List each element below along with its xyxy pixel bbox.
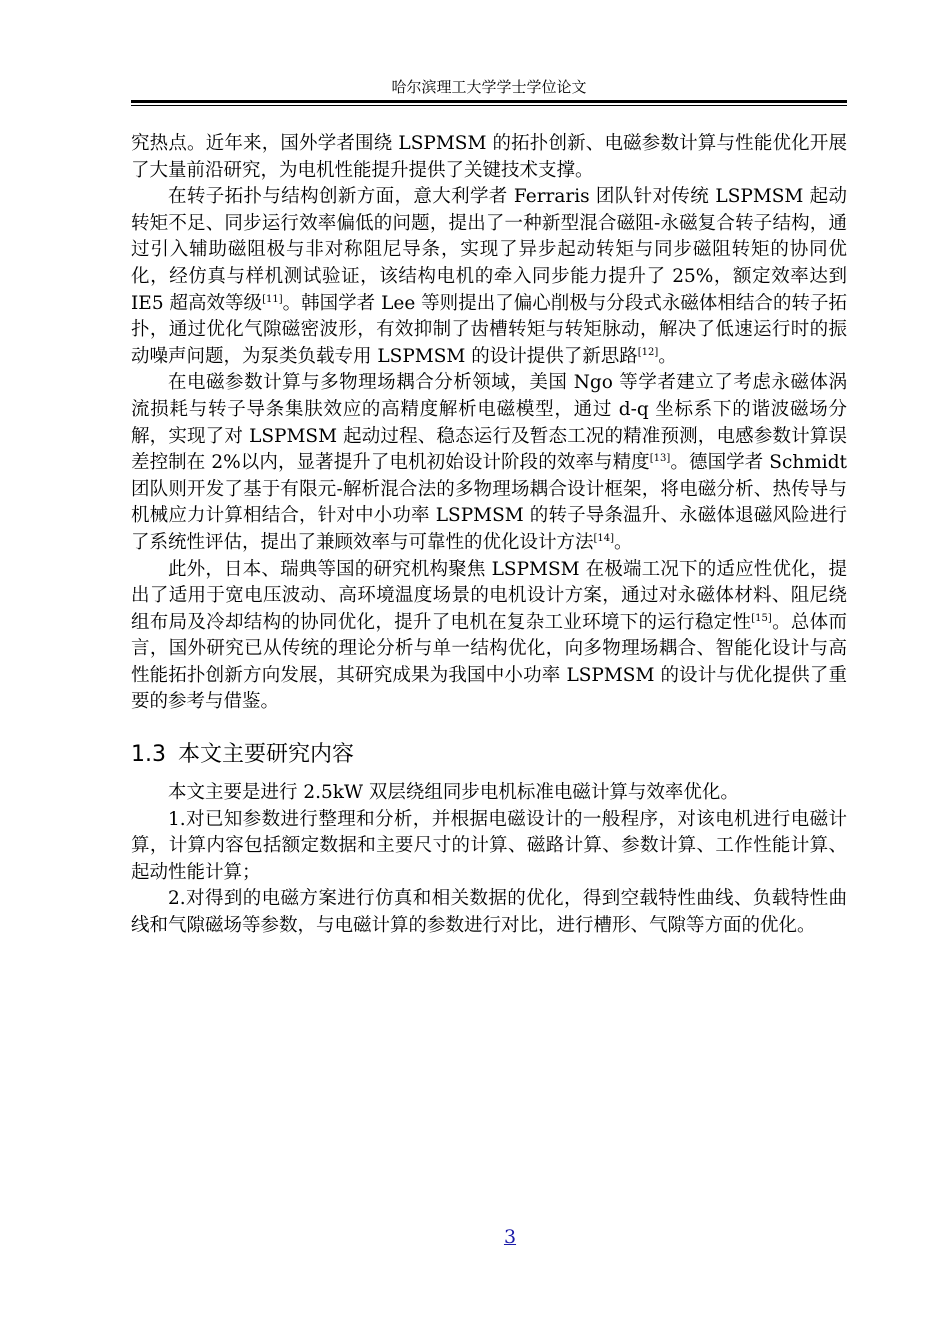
citation-ref[interactable]: [15] [751,612,772,624]
running-header: 哈尔滨理工大学学士学位论文 [391,78,587,96]
header-rule-thin [131,105,847,106]
paragraph [131,370,847,556]
paragraph-text: 究热点。近年来，国外学者围绕 LSPMSM 的拓扑创新、电磁参数计算与性能优化开展了大量前沿研究，为电机性能提升提供了关键技术支撑。 [131,133,847,181]
citation-ref[interactable]: [14] [593,532,615,544]
paragraph-text: 。德国学者 Schmidt 团队则开发了基于有限元-解析混合法的多物理场耦合设计框架，将电磁分析、热传导与机械应力计算相结合，针对中小功率 LSPMSM 的转子导条温升、永磁体退磁风险进行了系统性评估，提出了兼顾效率与可靠性的优化设计方法 [131,452,847,553]
paragraph [131,807,847,887]
paragraph-text: 2.对得到的电磁方案进行仿真和相关数据的优化，得到空载特性曲线、负载特性曲线和气隙磁场等参数，与电磁计算的参数进行对比，进行槽形、气隙等方面的优化。 [131,888,847,937]
paragraph-text: 。总体而言，国外研究已从传统的理论分析与单一结构优化，向多物理场耦合、智能化设计与高性能拓扑创新方向发展，其研究成果为我国中小功率 LSPMSM 的设计与优化提供了重要的参考与借鉴。 [131,611,847,713]
paragraph-text: 1.对已知参数进行整理和分析，并根据电磁设计的一般程序，对该电机进行电磁计算，计算内容包括额定数据和主要尺寸的计算、磁路计算、参数计算、工作性能计算、起动性能计算； [131,808,847,883]
paragraph-text: 本文主要是进行 2.5kW 双层绕组同步电机标准电磁计算与效率优化。 [168,782,739,804]
paragraph [131,886,847,939]
citation-ref[interactable]: [12] [637,346,659,358]
body-text [131,131,847,940]
section-title: 本文主要研究内容 [178,742,355,768]
citation-ref[interactable]: [11] [262,293,283,305]
paragraph-text: 。 [614,531,633,553]
paragraph-text: 。 [658,345,677,367]
paragraph [131,131,847,184]
paragraph-text: 。韩国学者 Lee 等则提出了偏心削极与分段式永磁体相结合的转子拓扑，通过优化气隙磁密波形，有效抑制了齿槽转矩与转矩脉动，解决了低速运行时的振动噪声问题，为泵类负载专用 LSPMSM 的设计提供了新思路 [131,292,847,367]
paragraph-list [131,131,847,716]
paragraph [131,780,847,807]
section-number: 1.3 [131,742,166,768]
paragraph [131,557,847,717]
header-rule-thick [131,100,847,103]
section-paragraph-list [131,780,847,940]
paragraph-text: 在电磁参数计算与多物理场耦合分析领域，美国 Ngo 等学者建立了考虑永磁体涡流损耗与转子导条集肤效应的高精度解析电磁模型，通过 d-q 坐标系下的谐波磁场分解，实现了对 LSPMSM 起动过程、稳态运行及暂态工况的精准预测，电感参数计算误差控制在 2%以内，显著提升了电机初始设计阶段的效率与精度 [131,372,847,474]
paragraph-text: 在转子拓扑与结构创新方面，意大利学者 Ferraris 团队针对传统 LSPMSM 起动转矩不足、同步运行效率偏低的问题，提出了一种新型混合磁阻-永磁复合转子结构，通过引入辅助磁阻极与非对称阻尼导条，实现了异步起动转矩与同步磁阻转矩的协同优化，经仿真与样机测试验证，该结构电机的牵入同步能力提升了 25%，额定效率达到 IE5 超高效等级 [131,186,847,314]
paragraph-text: 此外，日本、瑞典等国的研究机构聚焦 LSPMSM 在极端工况下的适应性优化，提出了适用于宽电压波动、高环境温度场景的电机设计方案，通过对永磁体材料、阻尼绕组布局及冷却结构的协同优化，提升了电机在复杂工业环境下的运行稳定性 [131,558,847,633]
paragraph [131,184,847,370]
citation-ref[interactable]: [13] [649,452,671,464]
page-number[interactable]: 3 [503,1226,517,1248]
section-heading [131,740,847,770]
